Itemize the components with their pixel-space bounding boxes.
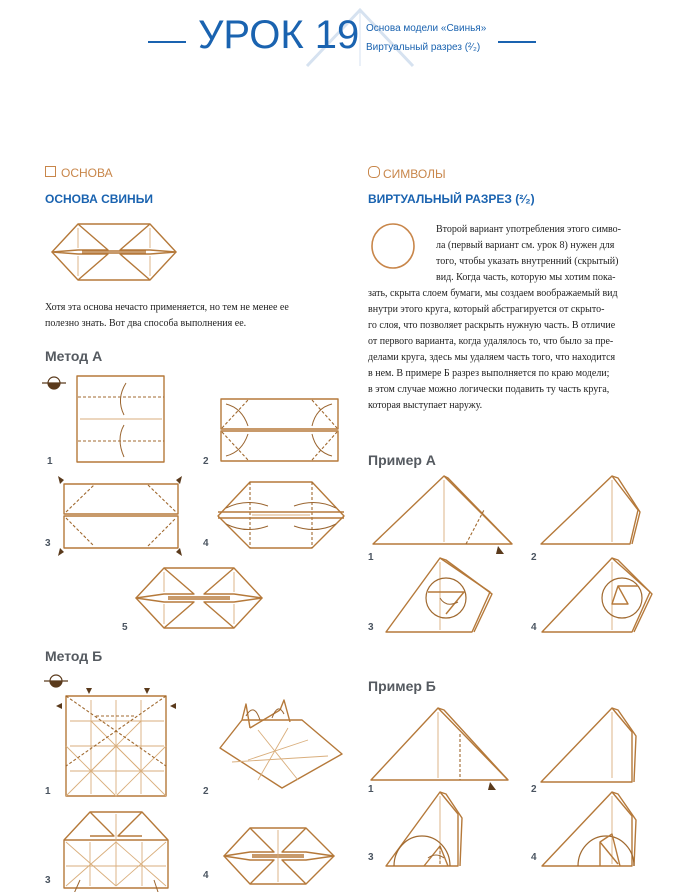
description-line: вид. Когда часть, которую мы хотим пока- [436, 272, 616, 283]
description-line: в нем. В примере Б разрез выполняется по краю модели; [368, 368, 610, 379]
step-number: 1 [47, 456, 53, 467]
example-a-step-1 [372, 474, 522, 554]
step-number: 3 [368, 622, 374, 633]
turn-over-icon [42, 376, 66, 392]
heading-virtual-cut: ВИРТУАЛЬНЫЙ РАЗРЕЗ (²⁄₂) [368, 192, 535, 206]
section-label-base [45, 166, 113, 181]
section-label-symbols [368, 166, 446, 182]
example-a-step-2 [540, 474, 650, 554]
description-line: от первого варианта, когда удалялось то, что было за пре- [368, 336, 614, 347]
intro-line-1: Хотя эта основа нечасто применяется, но тем не менее ее [45, 302, 289, 313]
section-label-text: СИМВОЛЫ [383, 167, 446, 181]
header-rule-left [148, 41, 186, 43]
method-b-step-2 [218, 700, 348, 790]
intro-line-2: полезно знать. Вот два способа выполнения ее. [45, 318, 247, 329]
method-a-step-4 [216, 480, 346, 550]
example-b-step-4 [540, 790, 656, 870]
step-number: 1 [368, 552, 374, 563]
step-number: 1 [368, 784, 374, 795]
method-a-step-5 [134, 566, 264, 630]
lesson-title: УРОК 19 [198, 13, 360, 57]
method-a-step-3 [56, 476, 184, 556]
method-b-step-3 [62, 806, 172, 892]
header-rule-right [498, 41, 536, 43]
example-b-step-1 [370, 706, 520, 788]
description-line: которая выступает наружу. [368, 400, 483, 411]
step-number: 2 [203, 456, 209, 467]
method-b-step-1 [56, 686, 176, 798]
step-number: 2 [203, 786, 209, 797]
step-number: 4 [203, 538, 209, 549]
step-number: 1 [45, 786, 51, 797]
step-number: 5 [122, 622, 128, 633]
hexagon-icon [368, 166, 380, 178]
description-line: го слоя, что позволяет раскрыть нужную часть. В отличие [368, 320, 616, 331]
example-b-step-2 [540, 706, 650, 788]
description-line: того, чтобы указать внутренний (скрытый) [436, 256, 619, 267]
lesson-subtitle-2: Виртуальный разрез (²⁄₂) [366, 42, 481, 53]
step-number: 3 [45, 538, 51, 549]
example-b-step-3 [384, 790, 500, 870]
method-a-step-1 [76, 375, 166, 465]
step-number: 4 [531, 622, 537, 633]
pig-base-diagram [50, 222, 180, 282]
lesson-subtitle-1: Основа модели «Свинья» [366, 23, 487, 34]
step-number: 4 [203, 870, 209, 881]
method-b-step-4 [222, 826, 336, 886]
method-a-title: Метод А [45, 348, 103, 364]
description-line: в этом случае можно логически подавить ту часть круга, [368, 384, 610, 395]
step-number: 3 [368, 852, 374, 863]
description-line: Второй вариант употребления этого симво- [436, 224, 622, 235]
example-a-step-4 [540, 556, 656, 636]
method-b-title: Метод Б [45, 648, 103, 664]
step-number: 2 [531, 552, 537, 563]
intro-text [45, 300, 289, 332]
description-bottom [368, 286, 618, 414]
description-top [436, 222, 621, 286]
square-icon [45, 166, 56, 177]
example-a-title: Пример А [368, 452, 436, 468]
example-b-title: Пример Б [368, 678, 436, 694]
description-line: ла (первый вариант см. урок 8) нужен для [436, 240, 615, 251]
heading-pig-base: ОСНОВА СВИНЬИ [45, 192, 153, 206]
step-number: 2 [531, 784, 537, 795]
section-label-text: ОСНОВА [61, 166, 113, 180]
description-line: зать, скрыта слоем бумаги, мы создаем воображаемый вид [368, 288, 618, 299]
description-line: делами круга, здесь мы удаляем часть того, что находится [368, 352, 616, 363]
example-a-step-3 [384, 556, 500, 636]
step-number: 4 [531, 852, 537, 863]
step-number: 3 [45, 875, 51, 886]
method-a-step-2 [220, 398, 340, 464]
description-line: внутри этого круга, который абстрагируется от скрыто- [368, 304, 605, 315]
virtual-cut-circle-icon [370, 222, 418, 270]
